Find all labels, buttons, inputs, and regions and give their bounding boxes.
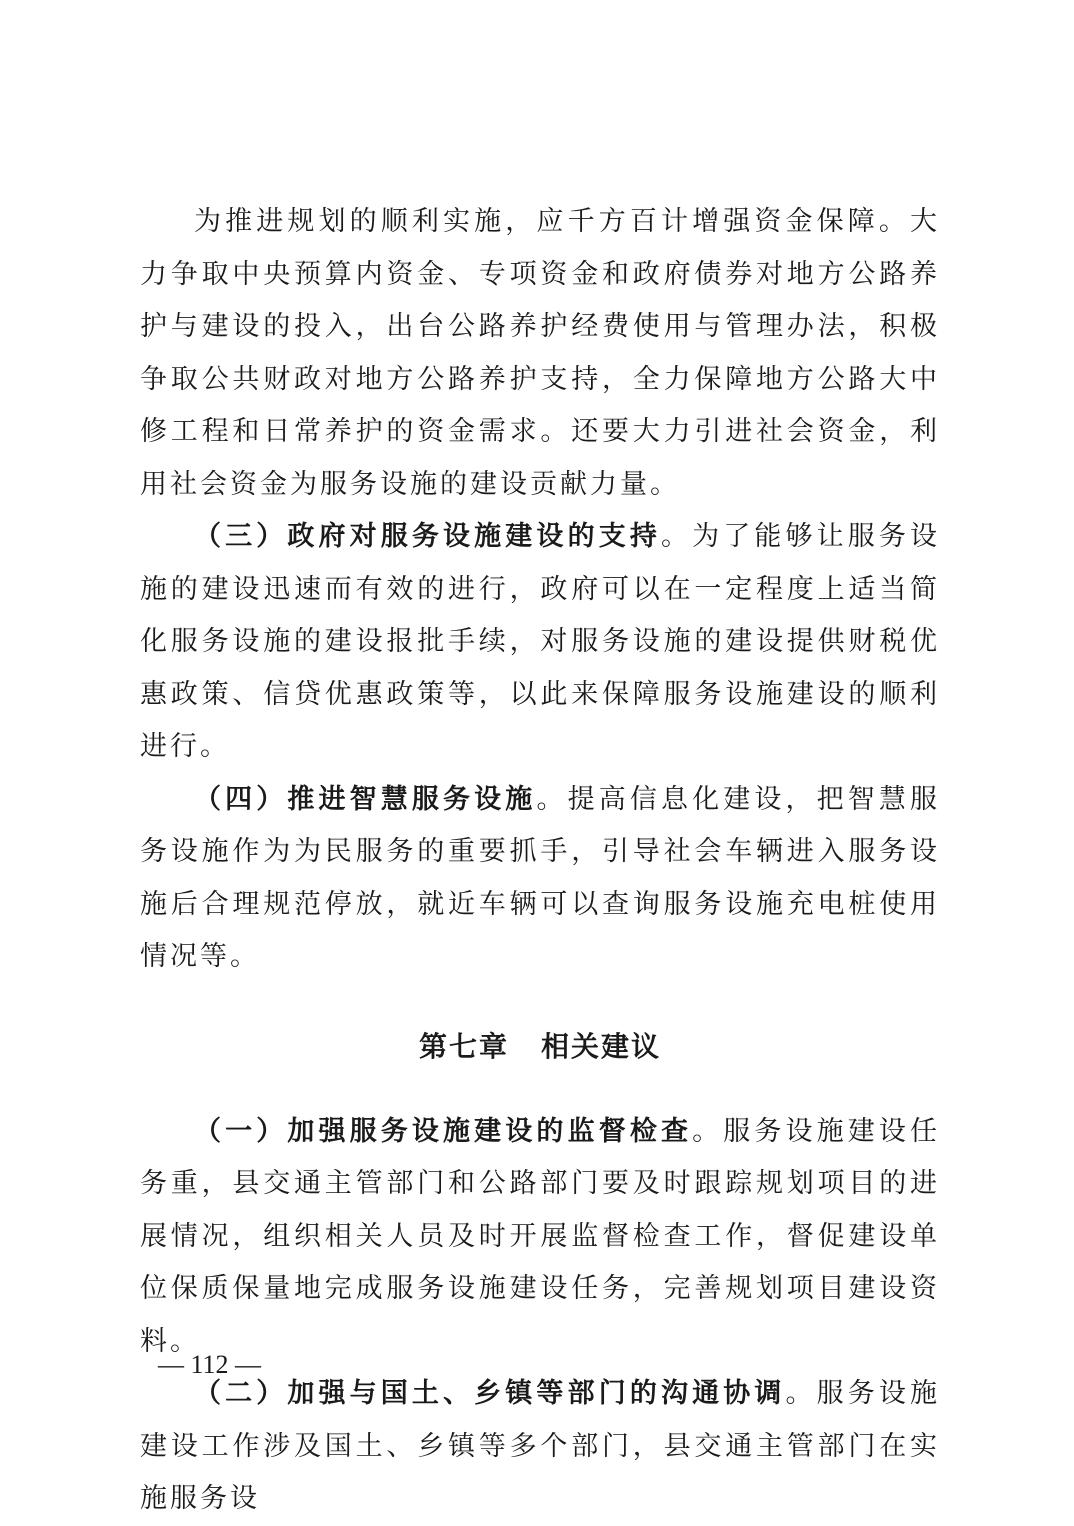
chapter-title xyxy=(140,984,940,1106)
page-number: — 112 — xyxy=(158,1350,262,1379)
paragraph-heading: （一）加强服务设施建设的监督检查 xyxy=(194,1115,693,1147)
paragraph-heading: （三）政府对服务设施建设的支持 xyxy=(194,521,661,552)
paragraph-coordination xyxy=(140,1368,940,1526)
chapter-name: 相关建议 xyxy=(541,1029,662,1063)
paragraph-smart-facilities xyxy=(140,774,940,984)
paragraph-heading: （四）推进智慧服务设施 xyxy=(194,783,537,815)
paragraph-text: 。服务设施建设任务重，县交通主管部门和公路部门要及时跟踪规划项目的进展情况，组织相关人员及时开展监督检查工作，督促建设单位保质保量地完成服务设施建设任务，完善规划项目建设资料。 xyxy=(140,1115,941,1357)
paragraph-government-support xyxy=(140,511,940,774)
paragraph-text: 。服务设施建设工作涉及国土、乡镇等多个部门，县交通主管部门在实施服务设 xyxy=(140,1378,941,1514)
paragraph-funding xyxy=(140,196,940,511)
paragraph-supervision xyxy=(140,1106,940,1369)
paragraph-heading: （二）加强与国土、乡镇等部门的沟通协调 xyxy=(194,1378,786,1409)
paragraph-text: 。为了能够让服务设施的建设迅速而有效的进行，政府可以在一定程度上适当简化服务设施的建设报批手续，对服务设施的建设提供财税优惠政策、信贷优惠政策等，以此来保障服务设施建设的顺利进行。 xyxy=(140,521,941,762)
chapter-number: 第七章 xyxy=(418,1029,509,1063)
paragraph-text: 为推进规划的顺利实施，应千方百计增强资金保障。大力争取中央预算内资金、专项资金和政府债券对地方公路养护与建设的投入，出台公路养护经费使用与管理办法，积极争取公共财政对地方公路养护支持，全力保障地方公路大中修工程和日常养护的资金需求。还要大力引进社会资金，利用社会资金为服务设施的建设贡献力量。 xyxy=(140,206,940,500)
document-body xyxy=(140,196,940,1526)
paragraph-text: 。提高信息化建设，把智慧服务设施作为为民服务的重要抓手，引导社会车辆进入服务设施后合理规范停放，就近车辆可以查询服务设施充电桩使用情况等。 xyxy=(140,783,941,972)
